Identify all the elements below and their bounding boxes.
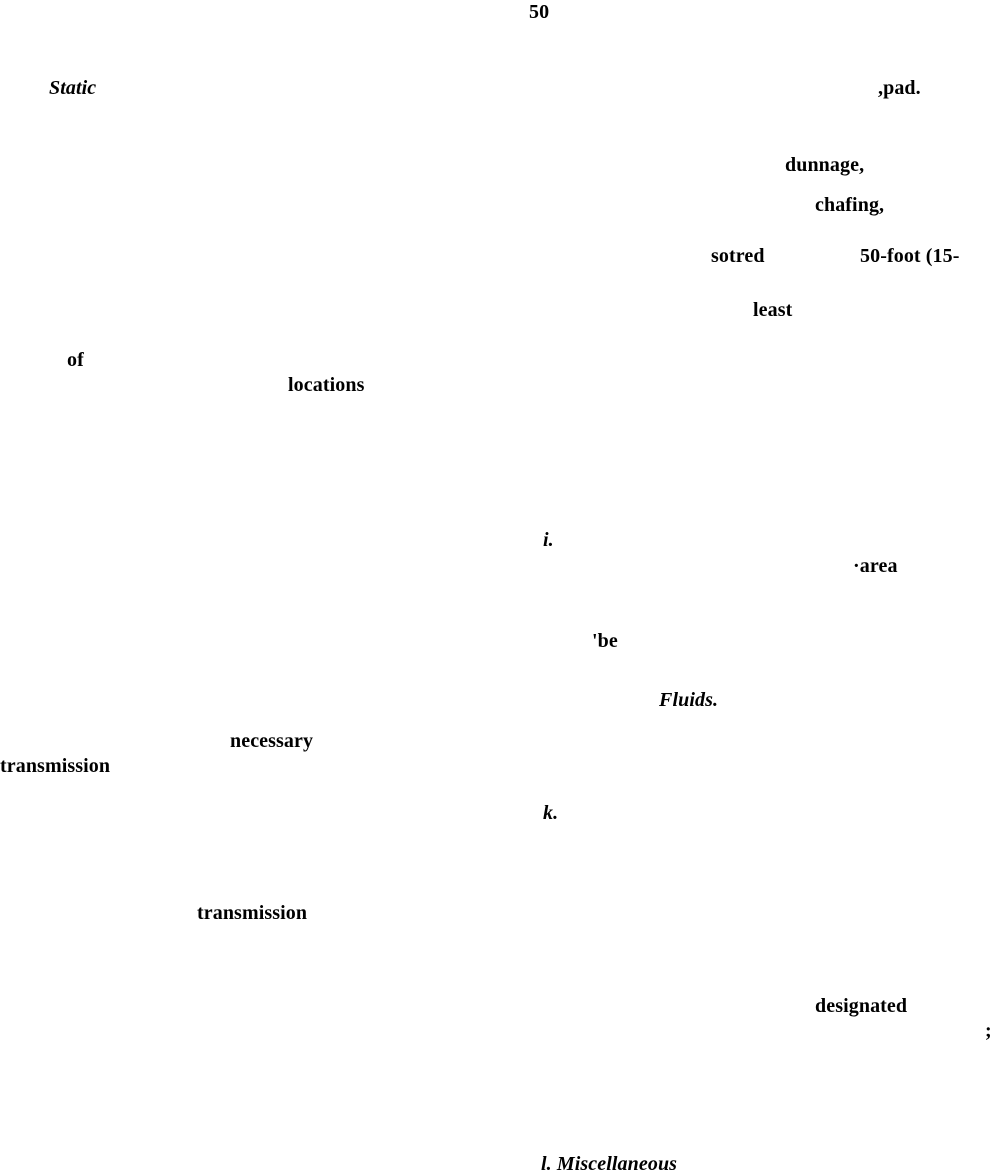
fluids-heading-fragment: Fluids. [659, 689, 719, 711]
semicolon-mark: ; [985, 1020, 992, 1042]
of-word: of [67, 349, 84, 371]
transmission-word-upper: transmission [0, 755, 111, 777]
fifty-foot-word: 50-foot (15- [860, 245, 960, 267]
dunnage-word: dunnage, [785, 154, 865, 176]
sotred-word: sotred [711, 245, 765, 267]
chafing-word: chafing, [815, 194, 885, 216]
paragraph-marker-k: k. [543, 802, 559, 824]
locations-word: locations [288, 374, 365, 396]
paragraph-marker-i: i. [543, 529, 554, 551]
designated-word: designated [815, 995, 908, 1017]
static-heading-fragment: Static [49, 77, 97, 99]
transmission-word-lower: transmission [197, 902, 308, 924]
be-word: 'be [592, 630, 618, 652]
necessary-word: necessary [230, 730, 314, 752]
least-word: least [753, 299, 793, 321]
miscellaneous-heading-fragment: l. Miscellaneous [541, 1153, 678, 1175]
pad-word: ,pad. [878, 77, 921, 99]
page-number: 50 [529, 1, 550, 23]
area-word: ·area [853, 555, 898, 577]
